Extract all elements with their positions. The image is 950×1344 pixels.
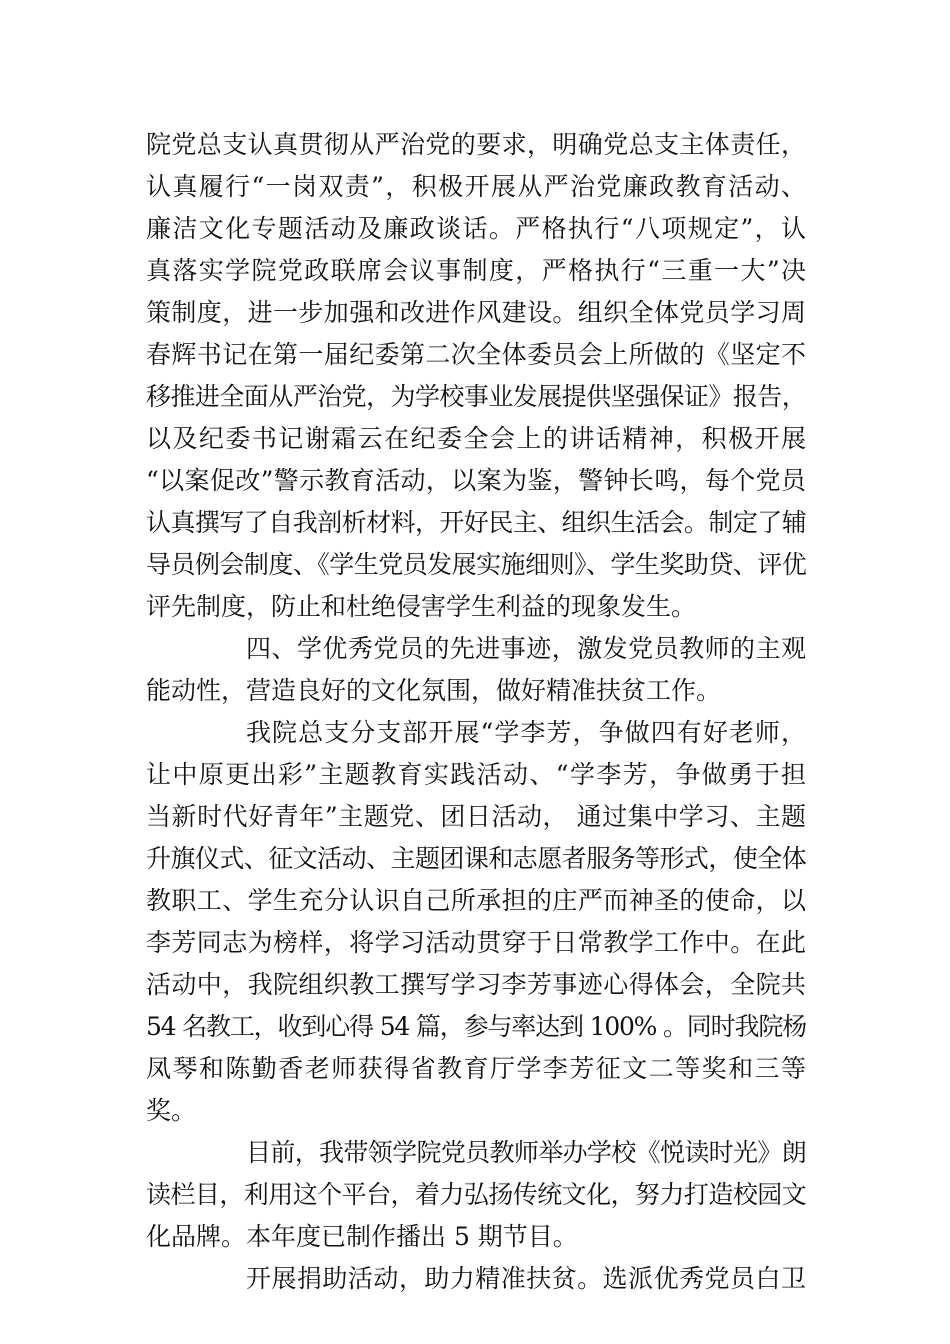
text-line: 导员例会制度、《学生党员发展实施细则》、学生奖助贷、评优 [146,550,806,579]
text-line: 升旗仪式、征文活动、主题团课和志愿者服务等形式，使全体 [146,844,806,873]
text-line: 当新时代好青年”主题党、团日活动， 通过集中学习、主题 [146,802,806,831]
text-line: 化品牌。本年度已制作播出 5 期节目。 [146,1222,578,1251]
text-line: 策制度，进一步加强和改进作风建设。组织全体党员学习周 [146,298,806,327]
text-line: 春辉书记在第一届纪委第二次全体委员会上所做的《坚定不 [146,340,806,369]
text-line: 我院总支分支部开展“学李芳，争做四有好老师， [246,718,806,747]
paragraph-li-fang [146,712,806,1132]
text-line: 活动中，我院组织教工撰写学习李芳事迹心得体会，全院共 [146,970,806,999]
paragraph-reading-program [146,1132,806,1258]
text-line: 凤琴和陈勤香老师获得省教育厅学李芳征文二等奖和三等 [146,1054,806,1083]
text-line: 读栏目，利用这个平台，着力弘扬传统文化，努力打造校园文 [146,1180,806,1209]
text-line: 开展捐助活动，助力精准扶贫。选派优秀党员白卫 [246,1264,806,1293]
text-line: 四、学优秀党员的先进事迹，激发党员教师的主观 [246,634,806,663]
text-line: 以及纪委书记谢霜云在纪委全会上的讲话精神，积极开展 [146,424,806,453]
text-line: 李芳同志为榜样，将学习活动贯穿于日常教学工作中。在此 [146,928,806,957]
text-line: “以案促改”警示教育活动，以案为鉴，警钟长鸣，每个党员 [146,466,806,495]
text-line: 54 名教工，收到心得 54 篇，参与率达到 100% 。同时我院杨 [146,1012,806,1041]
text-line: 移推进全面从严治党，为学校事业发展提供坚强保证》报告， [146,382,806,411]
text-line: 真落实学院党政联席会议事制度，严格执行“三重一大”决 [146,256,806,285]
text-line: 让中原更出彩”主题教育实践活动、“学李芳，争做勇于担 [146,760,806,789]
section-heading-four [146,628,806,712]
text-line: 评先制度，防止和杜绝侵害学生利益的现象发生。 [146,592,697,621]
text-line: 目前，我带领学院党员教师举办学校《悦读时光》朗 [246,1138,806,1167]
text-line: 认真履行“一岗双责”，积极开展从严治党廉政教育活动、 [146,172,806,201]
paragraph-discipline [146,124,806,628]
text-line: 院党总支认真贯彻从严治党的要求，明确党总支主体责任， [146,130,806,159]
text-line: 教职工、学生充分认识自己所承担的庄严而神圣的使命，以 [146,886,806,915]
paragraph-poverty-relief [146,1258,806,1300]
text-line: 认真撰写了自我剖析材料，开好民主、组织生活会。制定了辅 [146,508,806,537]
text-line: 廉洁文化专题活动及廉政谈话。严格执行“八项规定”，认 [146,214,806,243]
text-line: 奖。 [146,1096,197,1125]
text-line: 能动性，营造良好的文化氛围，做好精准扶贫工作。 [146,676,722,705]
document-body [146,124,806,1300]
